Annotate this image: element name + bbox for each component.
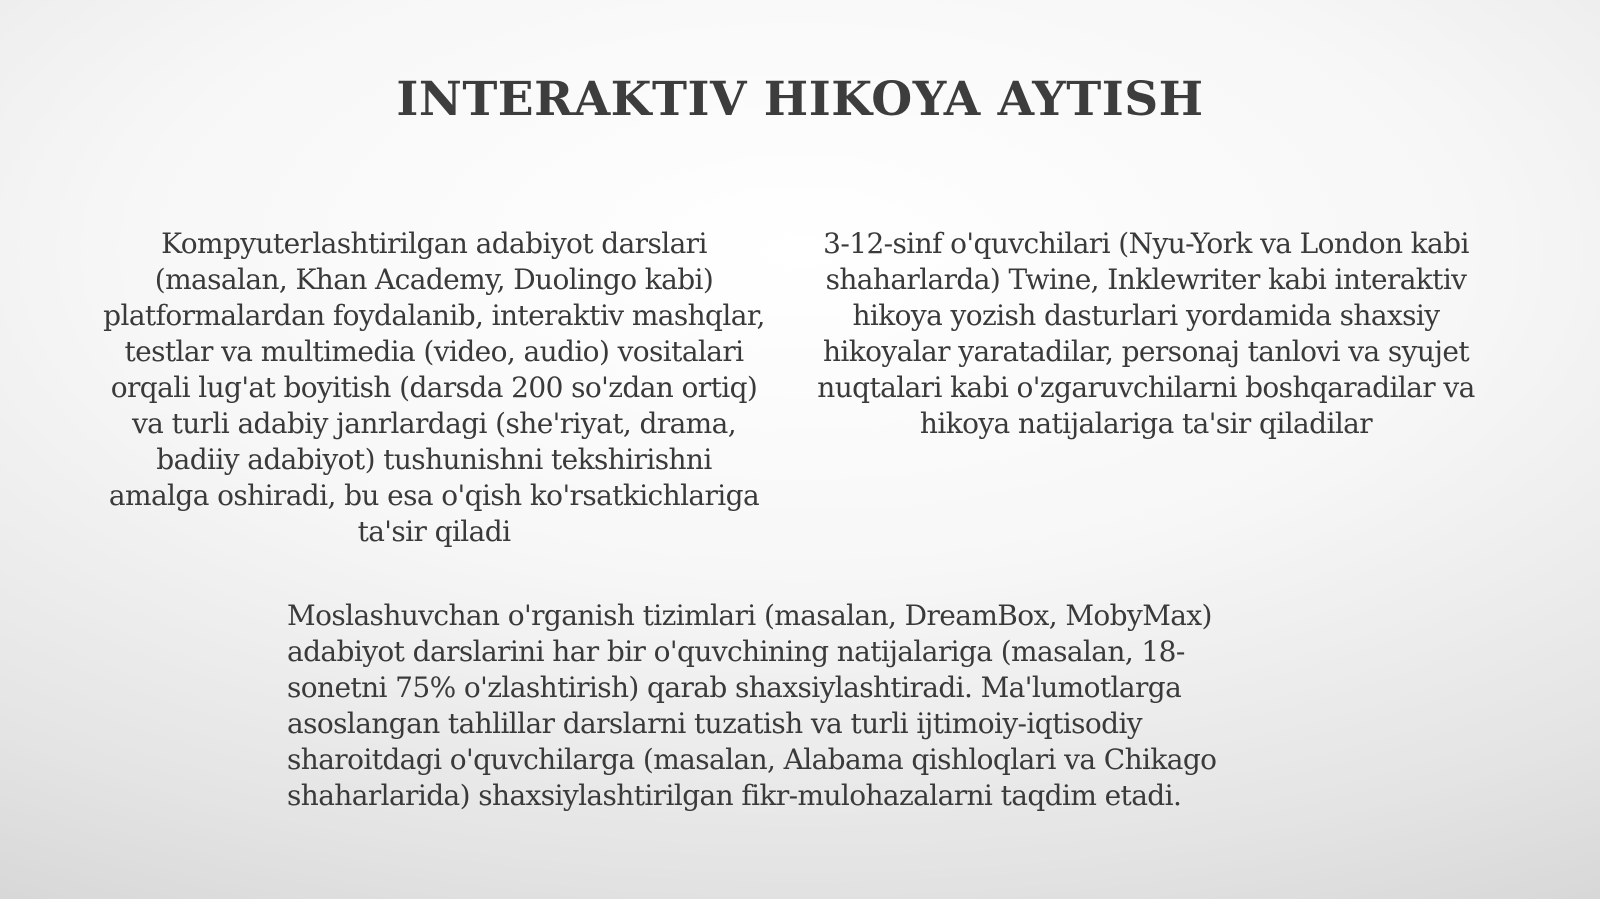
slide-title: INTERAKTIV HIKOYA AYTISH: [396, 72, 1204, 127]
bottom-paragraph: Moslashuvchan o'rganish tizimlari (masalan, DreamBox, MobyMax) adabiyot darslarini har bir o'quvchining natijalariga (masalan, 18-sonetni 75% o'zlashtirish) qarab shaxsiylashtiradi. Ma'lumotlarga asoslangan tahlillar darslarni tuzatish va turli ijtimoiy-iqtisodiy sharoitdagi o'quvchilarga (masalan, Alabama qishloqlari va Chikago shaharlarida) shaxsiylashtirilgan fikr-mulohazalarni taqdim etadi.: [287, 599, 1217, 812]
right-paragraph: 3-12-sinf o'quvchilari (Nyu-York va London kabi shaharlarda) Twine, Inklewriter kabi interaktiv hikoya yozish dasturlari yordamida shaxsiy hikoyalar yaratadilar, personaj tanlovi va syujet nuqtalari kabi o'zgaruvchilarni boshqaradilar va hikoya natijalariga ta'sir qiladilar: [817, 227, 1475, 440]
left-paragraph: Kompyuterlashtirilgan adabiyot darslari (masalan, Khan Academy, Duolingo kabi) platformalardan foydalanib, interaktiv mashqlar, testlar va multimedia (video, audio) vositalari orqali lug'at boyitish (darsda 200 so'zdan ortiq) va turli adabiy janrlardagi (she'riyat, drama, badiiy adabiyot) tushunishni tekshirishni amalga oshiradi, bu esa o'qish ko'rsatkichlariga ta'sir qiladi: [103, 227, 765, 548]
